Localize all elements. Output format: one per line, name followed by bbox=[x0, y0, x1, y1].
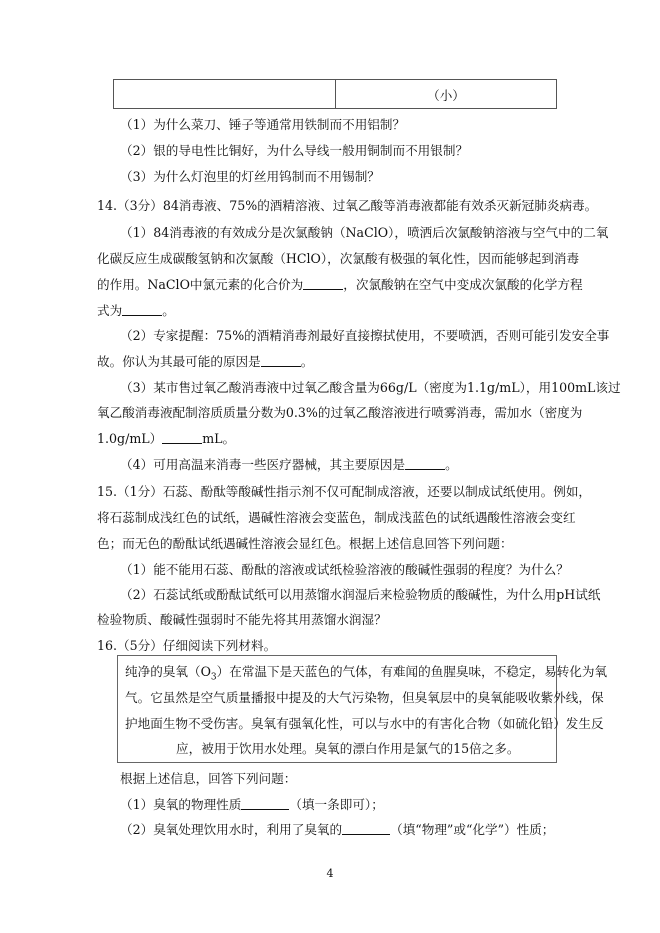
q16-heading: 16.（5分）仔细阅读下列材料。 bbox=[97, 638, 277, 653]
q15-line-4: （2）石蕊试纸或酚酞试纸可以用蒸馏水润湿后来检验物质的酸碱性，为什么用pH试纸 bbox=[120, 587, 601, 602]
answer-blank[interactable] bbox=[122, 303, 162, 316]
answer-blank[interactable] bbox=[405, 457, 445, 470]
q15-line-1: 将石蕊制成浅红色的试纸，遇碱性溶液会变蓝色，制成浅蓝色的试纸遇酸性溶液会变红 bbox=[97, 510, 576, 525]
q14-line-6: 故。你认为其最可能的原因是 。 bbox=[97, 354, 314, 369]
q14-line-2: 化碳反应生成碳酸氢钠和次氯酸（HClO），次氯酸有极强的氧化性，因而能够起到消毒 bbox=[97, 251, 580, 266]
q14-line-8: 氧乙酸消毒液配制溶质质量分数为0.3%的过氧乙酸溶液进行喷雾消毒，需加水（密度为 bbox=[97, 405, 583, 420]
material-line-4: 应，被用于饮用水处理。臭氧的漂白作用是氯气的15倍之多。 bbox=[176, 741, 520, 756]
q13-sub1: （1）为什么菜刀、锤子等通常用铁制而不用铝制？ bbox=[120, 117, 406, 132]
answer-blank[interactable] bbox=[342, 822, 390, 835]
answer-blank[interactable] bbox=[303, 277, 343, 290]
q14-line-4: 式为 。 bbox=[97, 303, 175, 318]
material-line-2: 气。它虽然是空气质量播报中提及的大气污染物，但臭氧层中的臭氧能吸收紫外线，保 bbox=[125, 690, 604, 705]
q13-sub3: （3）为什么灯泡里的灯丝用钨制而不用锡制？ bbox=[120, 169, 380, 184]
q14-line-7: （3）某市售过氧乙酸消毒液中过氧乙酸含量为66g/L（密度为1.1g/mL），用100mL该过 bbox=[120, 380, 621, 395]
q14-line-9: 1.0g/mL） mL。 bbox=[97, 431, 236, 446]
q16-prompt: 根据上述信息，回答下列问题： bbox=[120, 771, 297, 786]
material-line-1: 纯净的臭氧$(O_3)$在常温下是天蓝色的气体，有难闻的鱼腥臭味，不稳定，易转化为氧 bbox=[125, 664, 608, 683]
table-left-cell bbox=[114, 80, 336, 108]
q15-line-5: 检验物质、酸碱性强弱时不能先将其用蒸馏水润湿？ bbox=[97, 612, 387, 627]
answer-blank[interactable] bbox=[261, 354, 301, 367]
table-right-cell: （小） bbox=[427, 87, 465, 103]
q16-sub2: （2）臭氧处理饮用水时，利用了臭氧的 （填“物理”或“化学”）性质； bbox=[120, 822, 555, 837]
q16-sub1: （1）臭氧的物理性质 （填一条即可）； bbox=[120, 797, 384, 812]
answer-blank[interactable] bbox=[241, 797, 289, 810]
q15-heading: 15.（1分）石蕊、酚酞等酸碱性指示剂不仅可配制成溶液，还要以制成试纸使用。例如， bbox=[97, 484, 592, 499]
q13-sub2: （2）银的导电性比铜好，为什么导线一般用铜制而不用银制？ bbox=[120, 143, 469, 158]
q15-line-3: （1）能不能用石蕊、酚酞的溶液或试纸检验溶液的酸碱性强弱的程度？为什么？ bbox=[120, 562, 569, 577]
q14-heading: 14.（3分）84消毒液、75%的酒精溶液、过氧乙酸等消毒液都能有效杀灭新冠肺炎病毒。 bbox=[97, 198, 598, 213]
q14-line-10: （4）可用高温来消毒一些医疗器械，其主要原因是 。 bbox=[120, 457, 458, 472]
q15-line-2: 色；而无色的酚酞试纸遇碱性溶液会显红色。根据上述信息回答下列问题： bbox=[97, 536, 513, 551]
q14-line-5: （2）专家提醒：75%的酒精消毒剂最好直接擦拭使用，不要喷洒，否则可能引发安全事 bbox=[120, 328, 610, 343]
q14-line-1: （1）84消毒液的有效成分是次氯酸钠（NaClO），喷洒后次氯酸钠溶液与空气中的二氧 bbox=[120, 225, 609, 240]
material-line-3: 护地面生物不受伤害。臭氧有强氧化性，可以与水中的有害化合物（如硫化铅）发生反 bbox=[125, 716, 604, 731]
answer-table-fragment bbox=[113, 79, 557, 109]
page-number: 4 bbox=[326, 867, 334, 880]
answer-blank[interactable] bbox=[162, 431, 202, 444]
q14-line-3: 的作用。NaClO中氯元素的化合价为 ，次氯酸钠在空气中变成次氯酸的化学方程 bbox=[97, 277, 583, 292]
